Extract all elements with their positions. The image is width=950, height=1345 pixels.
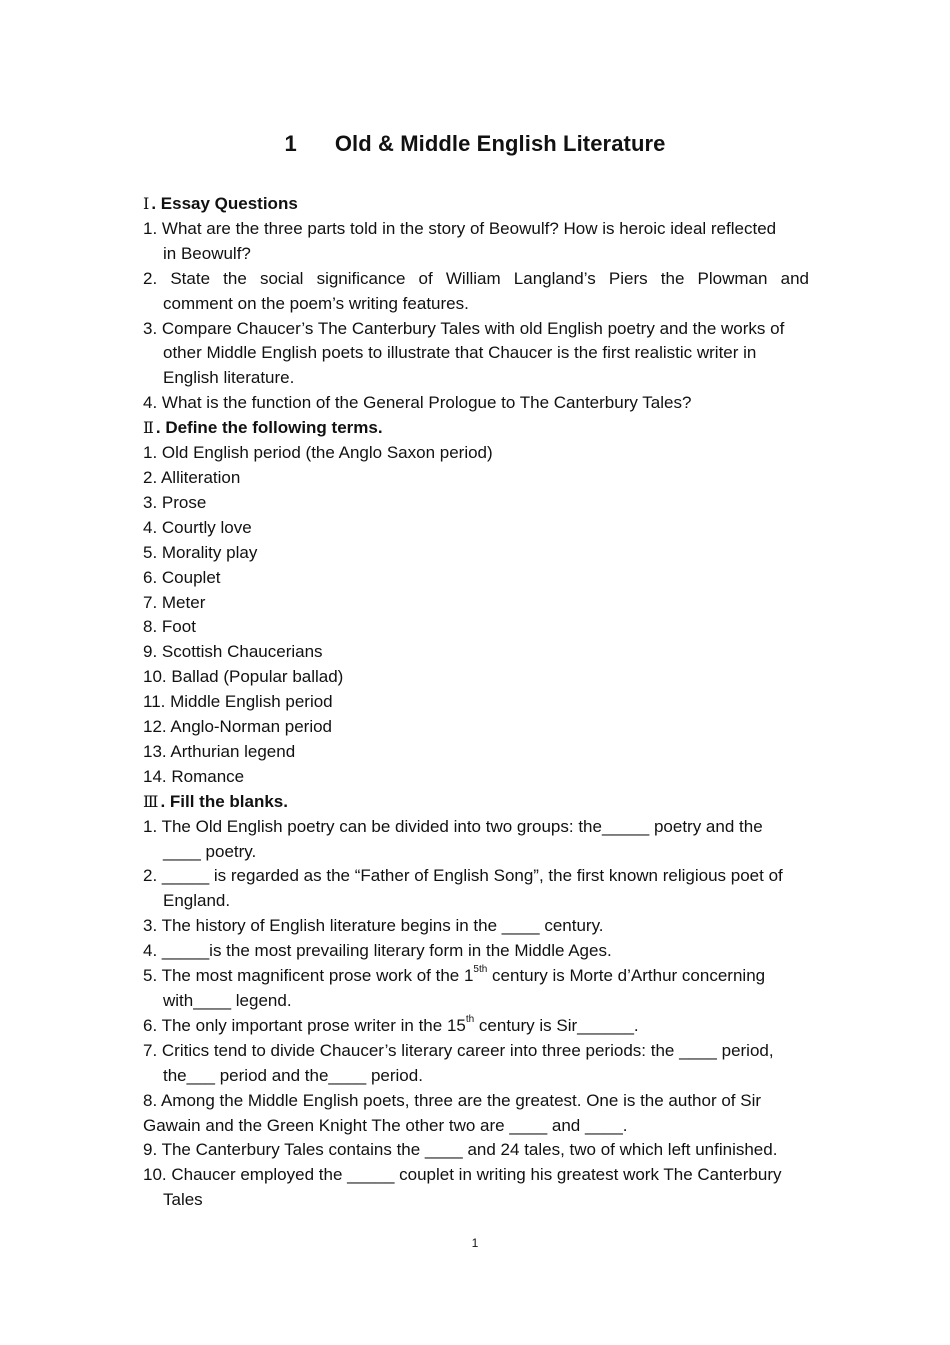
blank-question-1: 1. The Old English poetry can be divided into two groups: the_____ poetry and the <box>143 816 763 836</box>
term-item: 3. Prose <box>143 492 207 512</box>
blank-question-8-cont: Gawain and the Green Knight The other two are ____ and ____. <box>143 1115 628 1135</box>
blank-question-4: 4. _____is the most prevailing literary form in the Middle Ages. <box>143 941 612 961</box>
page-title <box>0 130 950 158</box>
q5-text-start: 5. The most magnificent prose work of the 1 <box>143 966 474 986</box>
section-heading-terms <box>143 416 903 441</box>
section-heading-blanks <box>143 790 903 815</box>
blank-question-2: 2. _____ is regarded as the “Father of English Song”, the first known religious poet of <box>143 866 783 886</box>
essay-question-3-cont: other Middle English poets to illustrate that Chaucer is the first realistic writer in <box>163 343 757 363</box>
term-item: 1. Old English period (the Anglo Saxon period) <box>143 443 493 463</box>
blank-question-10-cont: Tales <box>163 1190 203 1210</box>
q5-superscript: 5th <box>473 964 488 976</box>
term-item: 14. Romance <box>143 766 245 786</box>
document-body <box>143 192 903 1213</box>
blank-question-3: 3. The history of English literature begins in the ____ century. <box>143 916 604 936</box>
blank-question-2-cont: England. <box>163 891 231 911</box>
section-heading-text: . Fill the blanks. <box>160 791 288 811</box>
chapter-title: Old & Middle English Literature <box>334 131 666 156</box>
term-item: 4. Courtly love <box>143 517 252 537</box>
blank-question-5-cont: with____ legend. <box>163 991 292 1010</box>
blank-question-1-cont: ____ poetry. <box>163 841 257 861</box>
blank-question-5 <box>143 964 903 989</box>
q6-text-start: 6. The only important prose writer in the 15 <box>143 1015 466 1035</box>
blank-question-7-cont: the___ period and the____ period. <box>163 1065 423 1085</box>
term-item: 10. Ballad (Popular ballad) <box>143 667 344 687</box>
page-number: 1 <box>471 1236 479 1250</box>
blank-question-10: 10. Chaucer employed the _____ couplet in writing his greatest work The Canterbury <box>143 1165 782 1185</box>
q5-text-end: century is Morte d’Arthur concerning <box>487 966 766 986</box>
term-item: 8. Foot <box>143 617 196 637</box>
blank-question-8: 8. Among the Middle English poets, three are the greatest. One is the author of Sir <box>143 1090 762 1110</box>
essay-question-2: 2. State the social significance of William Langland’s Piers the Plowman and <box>143 268 809 288</box>
term-item: 5. Morality play <box>143 542 258 562</box>
essay-question-1-cont: in Beowulf? <box>163 243 251 263</box>
section-heading-text: . Essay Questions <box>151 194 298 213</box>
essay-question-4: 4. What is the function of the General Prologue to The Canterbury Tales? <box>143 393 692 413</box>
term-item: 12. Anglo-Norman period <box>143 717 333 737</box>
section-heading-essay <box>143 192 903 217</box>
section-heading-text: . Define the following terms. <box>155 418 383 438</box>
term-item: 13. Arthurian legend <box>143 741 296 761</box>
essay-question-3-cont: English literature. <box>163 368 295 388</box>
roman-numeral: Ⅰ <box>143 194 150 213</box>
term-item: 7. Meter <box>143 592 206 612</box>
term-item: 2. Alliteration <box>143 467 241 487</box>
blank-question-7: 7. Critics tend to divide Chaucer’s literary career into three periods: the ____ period, <box>143 1040 774 1060</box>
essay-question-2-cont: comment on the poem’s writing features. <box>163 293 469 313</box>
term-item: 9. Scottish Chaucerians <box>143 642 323 662</box>
term-item: 6. Couplet <box>143 567 221 587</box>
roman-numeral: Ⅱ <box>143 418 154 438</box>
chapter-number: 1 <box>284 131 297 156</box>
blank-question-9: 9. The Canterbury Tales contains the ____ and 24 tales, two of which left unfinished. <box>143 1140 778 1160</box>
essay-question-1: 1. What are the three parts told in the story of Beowulf? How is heroic ideal reflected <box>143 218 777 238</box>
q6-text-end: century is Sir______. <box>474 1015 639 1035</box>
blank-question-6 <box>143 1014 903 1039</box>
q6-superscript: th <box>465 1013 475 1025</box>
essay-question-3: 3. Compare Chaucer’s The Canterbury Tales with old English poetry and the works of <box>143 318 785 338</box>
term-item: 11. Middle English period <box>143 692 333 712</box>
roman-numeral: Ⅲ <box>143 791 159 811</box>
